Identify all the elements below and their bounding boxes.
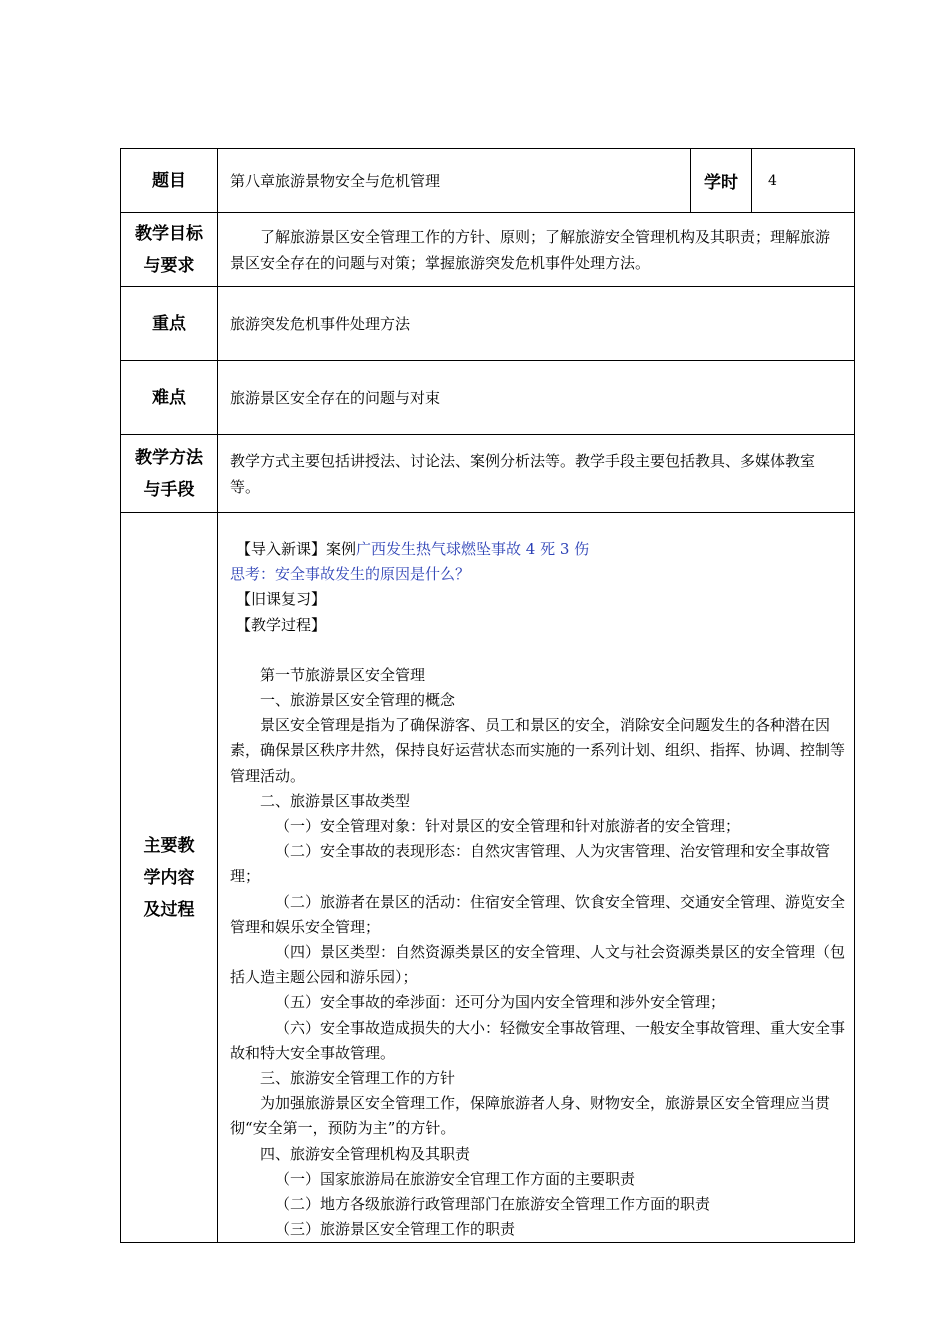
type-item-4: （四）景区类型：自然资源类景区的安全管理、人文与社会资源类景区的安全管理（包括人造主题公园和游乐园）； bbox=[230, 943, 846, 987]
key-row bbox=[121, 287, 855, 361]
org-item-3: （三）旅游景区安全管理工作的职责 bbox=[275, 1220, 516, 1239]
goals-row bbox=[121, 213, 855, 287]
content-label bbox=[121, 513, 218, 1243]
type-item-2: （二）安全事故的表现形态：自然灾害管理、人为灾害管理、治安管理和安全事故管理； bbox=[230, 842, 831, 886]
goals-label-line1: 教学目标 bbox=[135, 223, 203, 244]
title-label: 题目 bbox=[121, 149, 218, 213]
method-label bbox=[121, 435, 218, 513]
key-value: 旅游突发危机事件处理方法 bbox=[218, 287, 855, 361]
review-heading: 【旧课复习】 bbox=[236, 590, 327, 609]
title-row bbox=[121, 149, 855, 213]
hours-label: 学时 bbox=[691, 149, 752, 213]
content-body bbox=[218, 513, 855, 1243]
difficulty-value: 旅游景区安全存在的问题与对束 bbox=[218, 361, 855, 435]
key-label: 重点 bbox=[121, 287, 218, 361]
content-label-line1: 主要教 bbox=[143, 835, 195, 856]
goals-label bbox=[121, 213, 218, 287]
spacer bbox=[230, 638, 846, 663]
heading-4: 四、旅游安全管理机构及其职责 bbox=[260, 1144, 471, 1163]
goals-label-line2: 与要求 bbox=[143, 255, 195, 276]
intro-prefix: 【导入新课】案例 bbox=[236, 540, 357, 558]
heading-3: 三、旅游安全管理工作的方针 bbox=[260, 1069, 456, 1088]
difficulty-label: 难点 bbox=[121, 361, 218, 435]
heading-2: 二、旅游景区事故类型 bbox=[260, 791, 411, 810]
method-row bbox=[121, 435, 855, 513]
content-label-line2: 学内容 bbox=[143, 867, 195, 888]
difficulty-row bbox=[121, 361, 855, 435]
lesson-plan-table bbox=[120, 148, 855, 1243]
paragraph-3: 为加强旅游景区安全管理工作，保障旅游者人身、财物安全，旅游景区安全管理应当贯彻“安全第一，预防为主”的方针。 bbox=[230, 1094, 831, 1138]
method-label-line2: 与手段 bbox=[143, 479, 195, 500]
intro-line bbox=[230, 537, 846, 562]
content-row bbox=[121, 513, 855, 1243]
type-item-1: （一）安全管理对象：针对景区的安全管理和针对旅游者的安全管理； bbox=[275, 817, 741, 836]
type-item-5: （五）安全事故的牵涉面：还可分为国内安全管理和涉外安全管理； bbox=[275, 993, 726, 1012]
process-heading: 【教学过程】 bbox=[236, 615, 327, 634]
heading-1: 一、旅游景区安全管理的概念 bbox=[260, 691, 456, 710]
content-label-line3: 及过程 bbox=[143, 899, 195, 920]
type-item-6: （六）安全事故造成损失的大小：轻微安全事故管理、一般安全事故管理、重大安全事故和特大安全事故管理。 bbox=[230, 1018, 846, 1062]
type-item-3: （二）旅游者在景区的活动：住宿安全管理、饮食安全管理、交通安全管理、游览安全管理和娱乐安全管理； bbox=[230, 892, 846, 936]
title-value: 第八章旅游景物安全与危机管理 bbox=[218, 149, 691, 213]
goals-value: 了解旅游景区安全管理工作的方针、原则；了解旅游安全管理机构及其职责；理解旅游景区安全存在的问题与对策；掌握旅游突发危机事件处理方法。 bbox=[218, 213, 855, 287]
method-label-line1: 教学方法 bbox=[135, 447, 203, 468]
section-title: 第一节旅游景区安全管理 bbox=[260, 665, 426, 684]
think-question: 思考：安全事故发生的原因是什么？ bbox=[230, 565, 471, 584]
org-item-1: （一）国家旅游局在旅游安全官理工作方面的主要职责 bbox=[275, 1169, 636, 1188]
paragraph-1: 景区安全管理是指为了确保游客、员工和景区的安全，消除安全问题发生的各种潜在因素，确保景区秩序井然，保持良好运营状态而实施的一系列计划、组织、指挥、协调、控制等管理活动。 bbox=[230, 716, 846, 785]
intro-case-link[interactable]: 广西发生热气球燃坠事故 4 死 3 伤 bbox=[356, 540, 590, 558]
hours-value: 4 bbox=[752, 149, 855, 213]
org-item-2: （二）地方各级旅游行政管理部门在旅游安全管理工作方面的职责 bbox=[275, 1195, 711, 1214]
method-value: 教学方式主要包括讲授法、讨论法、案例分析法等。教学手段主要包括教具、多媒体教室等。 bbox=[218, 435, 855, 513]
